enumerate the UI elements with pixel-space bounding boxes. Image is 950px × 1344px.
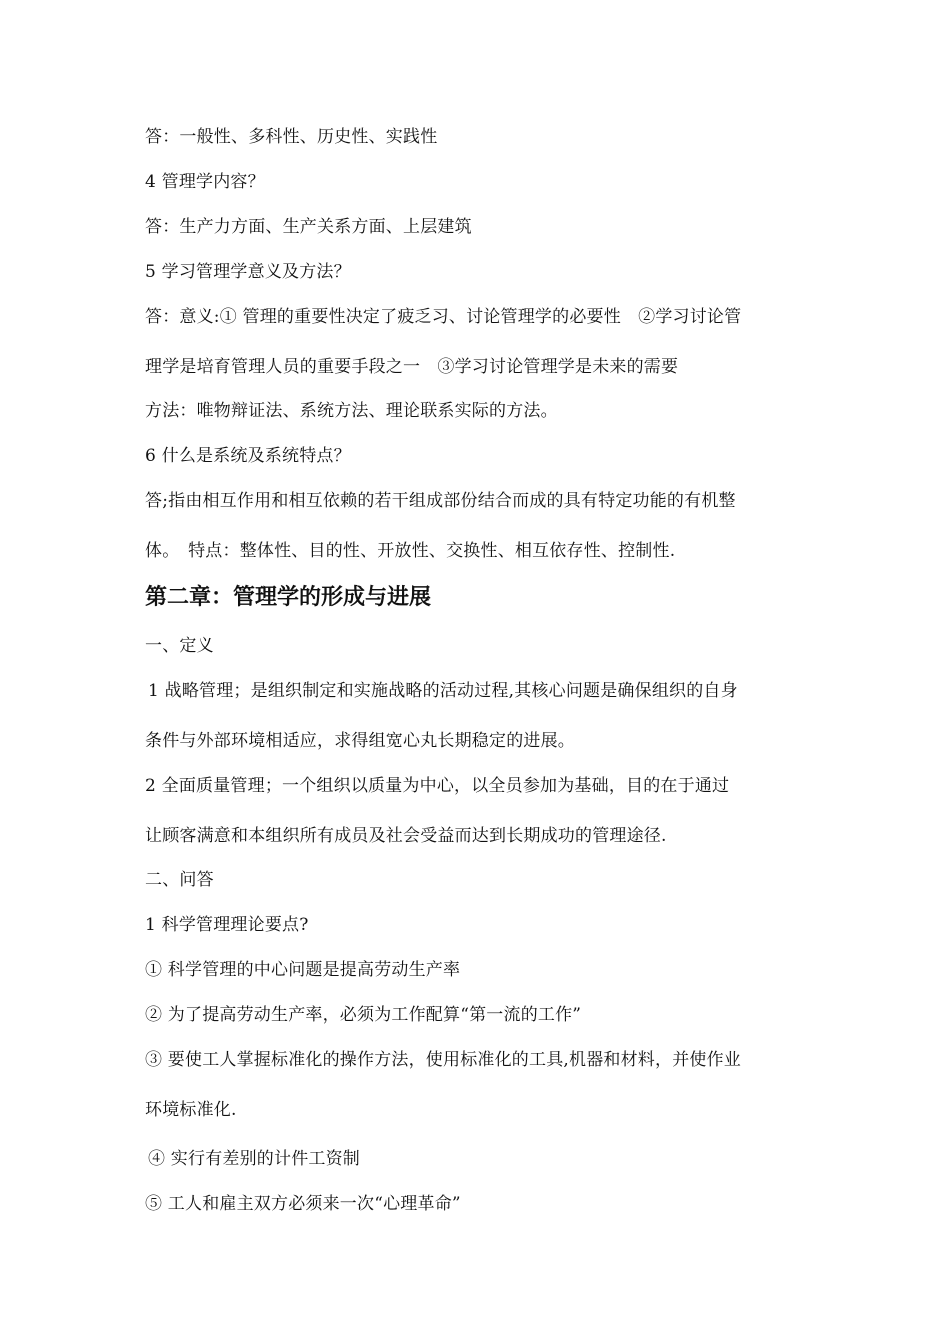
answer-line-5b: 理学是培育管理人员的重要手段之一 ③学习讨论管理学是未来的需要 [145,357,679,377]
question-4: 4 管理学内容？ [145,172,265,192]
point-2: ② 为了提高劳动生产率，必须为工作配算“第一流的工作” [145,1005,582,1025]
section-questions: 二、问答 [145,870,214,890]
answer-line-6b: 体。 特点：整体性、目的性、开放性、交换性、相互依存性、控制性. [145,541,676,561]
definition-1b: 条件与外部环境相适应，求得组宽心丸长期稳定的进展。 [145,731,575,751]
answer-line-4: 答：生产力方面、生产关系方面、上层建筑 [145,217,472,237]
question-6: 6 什么是系统及系统特点？ [145,446,351,466]
answer-line-5a: 答：意义:① 管理的重要性决定了疲乏习、讨论管理学的必要性 ②学习讨论管 [145,307,742,327]
chapter-title: 第二章：管理学的形成与进展 [145,585,432,610]
definition-1a: 1 战略管理；是组织制定和实施战略的活动过程,其核心问题是确保组织的自身 [148,681,738,701]
answer-line-1: 答：一般性、多科性、历史性、实践性 [145,127,438,147]
answer-line-5c: 方法：唯物辩证法、系统方法、理论联系实际的方法。 [145,401,558,421]
definition-2b: 让顾客满意和本组织所有成员及社会受益而达到长期成功的管理途径. [145,826,667,846]
point-3b: 环境标准化. [145,1100,237,1120]
point-1: ① 科学管理的中心问题是提高劳动生产率 [145,960,461,980]
question-5: 5 学习管理学意义及方法？ [145,262,351,282]
definition-2a: 2 全面质量管理；一个组织以质量为中心，以全员参加为基础，目的在于通过 [145,776,730,796]
answer-line-6a: 答;指由相互作用和相互依赖的若干组成部份结合而成的具有特定功能的有机整 [145,491,736,511]
section-definitions: 一、定义 [145,636,214,656]
point-5: ⑤ 工人和雇主双方必须来一次“心理革命” [145,1194,461,1214]
question-1: 1 科学管理理论要点? [145,915,309,935]
point-3a: ③ 要使工人掌握标准化的操作方法，使用标准化的工具,机器和材料，并使作业 [145,1050,742,1070]
point-4: ④ 实行有差别的计件工资制 [148,1149,361,1169]
